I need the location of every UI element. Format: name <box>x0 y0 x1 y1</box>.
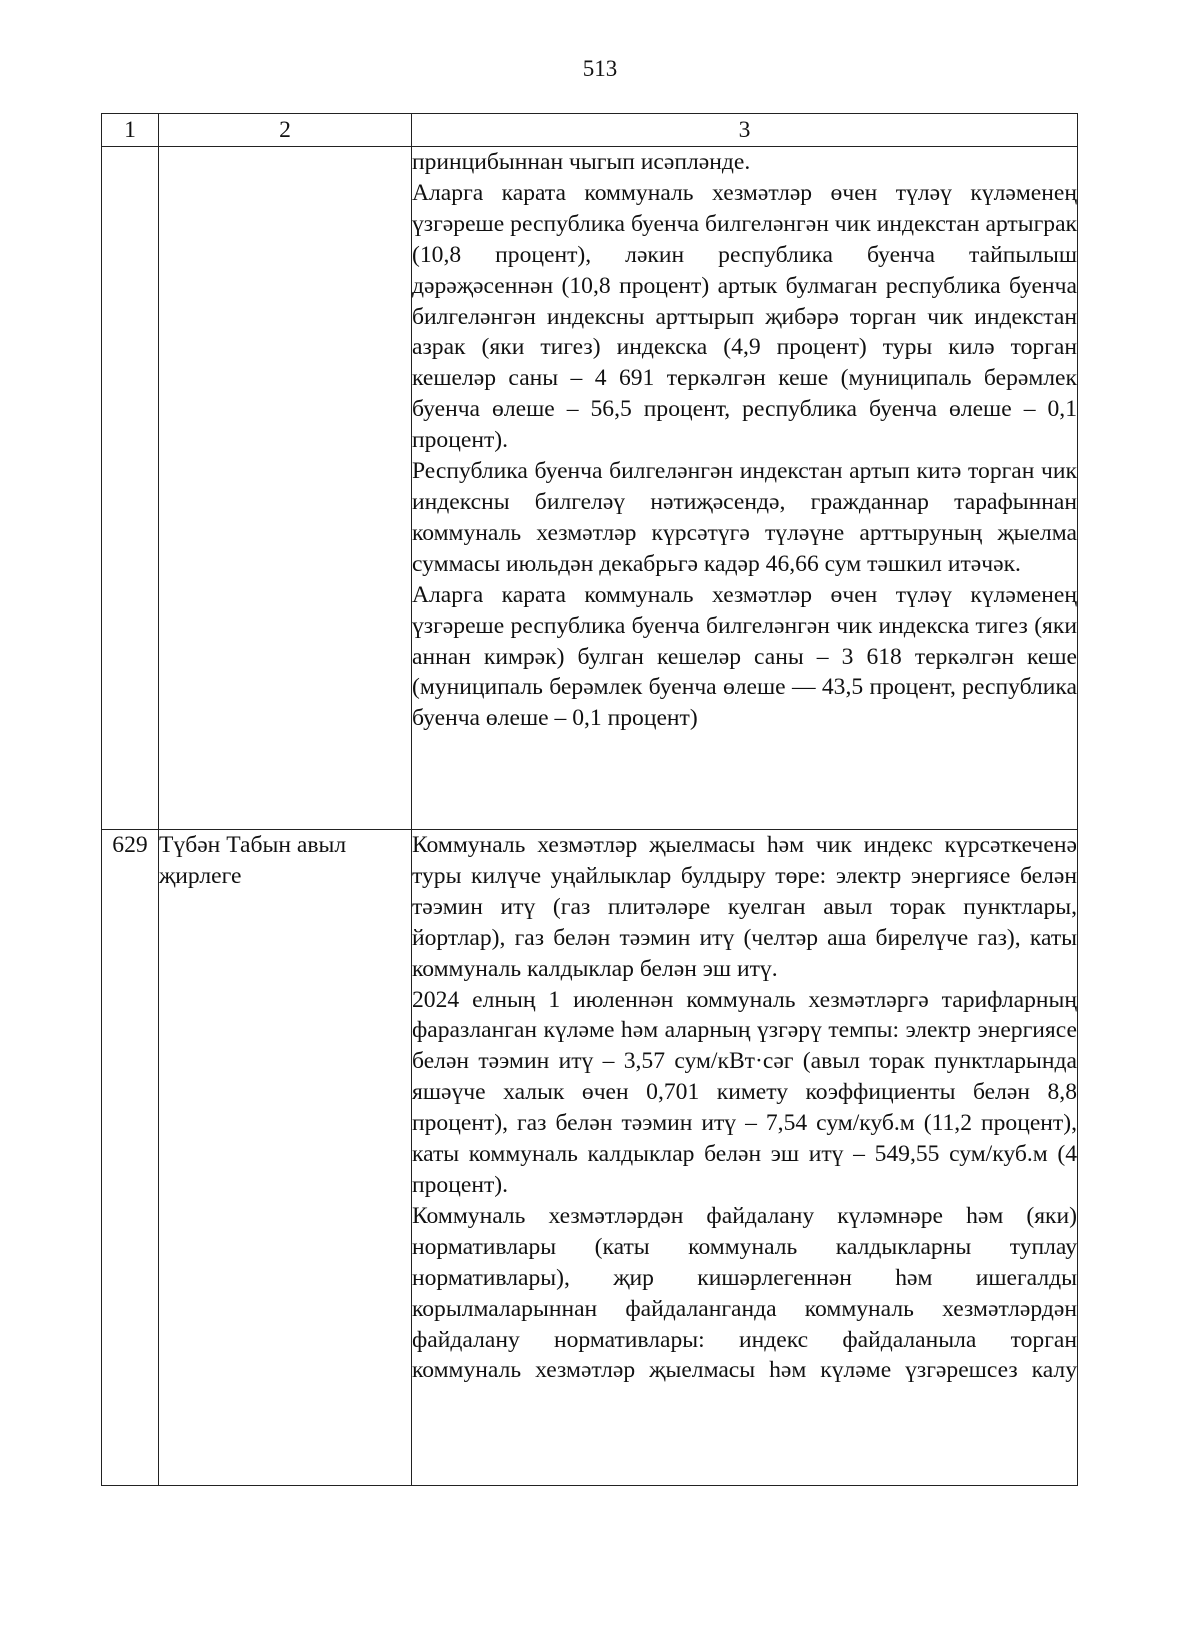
description-paragraph: 2024 елның 1 июленнән коммуналь хезмәтләргә тарифларның фаразланган күләме һәм аларның үзгәрү темпы: электр энергиясе белән тәэмин итү – 3,57 сум/кВт·сәг (авыл торак пунктларында яшәүче халык өчен 0,701 кимету коэффициенты белән 8,8 процент), газ белән тәэмин итү – 7,54 сум/куб.м (11,2 процент), каты коммуналь калдыклар белән эш итү – 549,55 сум/куб.м (4 процент). <box>412 986 1077 1198</box>
table-header-row <box>102 114 1078 147</box>
table-row <box>102 830 1078 1486</box>
settlement-name-cell <box>159 147 412 830</box>
description-paragraph: Коммуналь хезмәтләр җыелмасы һәм чик индекс күрсәткеченә туры килүче уңайлыклар булдыру төре: электр энергиясе белән тәэмин итү (газ плитәләре куелган авыл торак пунктлары, йортлар), газ белән тәэмин итү (челтәр аша бирелүче газ), каты коммуналь калдыклар белән эш итү. <box>412 832 1077 982</box>
column-header-3: 3 <box>412 114 1078 147</box>
row-number-cell: 629 <box>102 830 159 1486</box>
settlement-name-cell: Түбән Табын авыл җирлеге <box>159 830 412 1486</box>
description-paragraph: Республика буенча билгеләнгән индекстан артып китә торган чик индексны билгеләү нәтиҗәсендә, гражданнар тарафыннан коммуналь хезмәтләр күрсәтүгә түләүне арттыруның җыелма суммасы июльдән декабрьгә кадәр 46,66 сум тәшкил итәчәк. <box>412 458 1077 577</box>
description-cell <box>412 830 1078 1486</box>
description-cell <box>412 147 1078 830</box>
column-header-2: 2 <box>159 114 412 147</box>
column-header-1: 1 <box>102 114 159 147</box>
description-paragraph: Аларга карата коммуналь хезмәтләр өчен түләү күләменең үзгәреше республика буенча билгеләнгән чик индекстан артыграк (10,8 процент), ләкин республика буенча тайпылыш дәрәҗәсеннән (10,8 процент) артык булмаган республика буенча билгеләнгән индексны арттырып җибәрә торган чик индекстан азрак (яки тигез) индекска (4,9 процент) туры килә торган кешеләр саны – 4 691 теркәлгән кеше (муниципаль берәмлек буенча өлеше – 56,5 процент, республика буенча өлеше – 0,1 процент). <box>412 179 1077 454</box>
page-number: 513 <box>582 56 618 81</box>
row-number-cell <box>102 147 159 830</box>
description-paragraph: принцибыннан чыгып исәпләнде. <box>412 149 751 175</box>
description-paragraph: Аларга карата коммуналь хезмәтләр өчен түләү күләменең үзгәреше республика буенча билгеләнгән чик индекска тигез (яки аннан кимрәк) булган кешеләр саны – 3 618 теркәлгән кеше (муниципаль берәмлек буенча өлеше — 43,5 процент, республика буенча өлеше – 0,1 процент) <box>412 581 1077 732</box>
description-paragraph: Коммуналь хезмәтләрдән файдалану күләмнәре һәм (яки) нормативлары (каты коммуналь калдыкларны туплау нормативлары), җир кишәрлегеннән һәм ишегалды корылмаларыннан файдаланганда коммуналь хезмәтләрдән файдалану нормативлары: индекс файдаланыла торган коммуналь хезмәтләр җыелмасы һәм күләме үзгәрешсез калу <box>412 1202 1077 1384</box>
table-row <box>102 147 1078 830</box>
document-table <box>101 113 1078 1486</box>
